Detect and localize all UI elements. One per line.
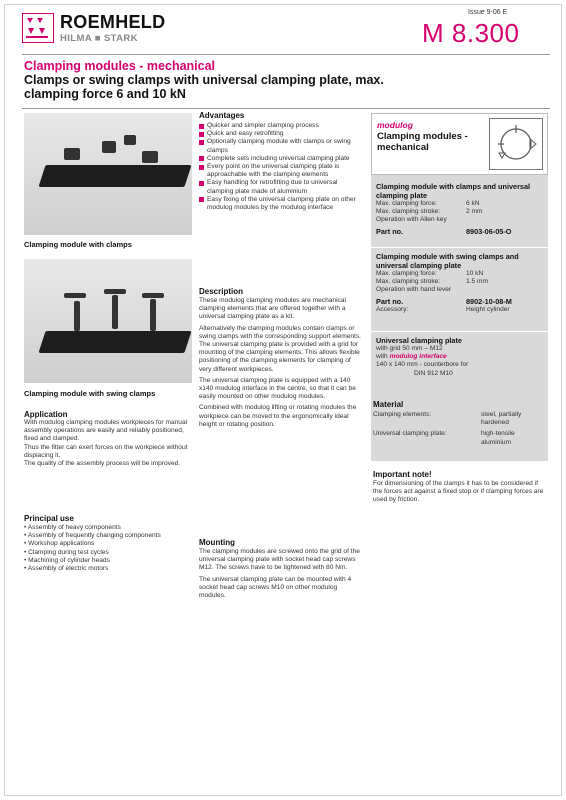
universal-plate-block [376,336,544,378]
note-heading: Important note! [373,470,432,479]
sub-brands: HILMA ■ STARK [60,33,138,44]
material-label: Clamping elements: [373,411,432,418]
description-text-1: These modulog clamping modules are mechanical clamping elements that are offered together with a universal clamping plate as a kit. [199,297,346,321]
principal-use-heading: Principal use [24,514,74,523]
photo-clamping-module-swing-clamps [24,259,192,383]
panel-title: Clamping modules - mechanical [377,131,468,153]
divider [371,247,548,248]
list-item: Easy handling for retrofitting due to universal clamping plate made of aluminium [199,179,365,195]
application-text-1: With modulog clamping modules workpieces for manual assembly operations are easily and reliably positioned, fixed and clamped. [24,419,188,443]
stroke-label: Max. clamping stroke: [376,278,441,286]
plate-screw-text: DIN 912 M10 [414,369,453,377]
important-note-section [373,470,548,505]
list-item: Easy fixing of the universal clamping plate on other modulog modules by the modulog interface [199,196,365,212]
issue-label: Issue 9-06 E [468,9,508,16]
list-item: Quicker and simpler clamping process [199,122,365,130]
part-number: 8902-10-08-M [466,296,512,306]
swing-clamps-module-block [376,252,544,314]
principal-use-section [24,514,194,573]
roemheld-logo-icon [22,13,54,43]
page-subtitle: Clamps or swing clamps with universal clamping plate, max. clamping force 6 and 10 kN [24,73,384,101]
stroke-value: 2 mm [466,208,483,216]
application-text-3: The quality of the assembly process will be improved. [24,460,181,468]
mounting-heading: Mounting [199,538,235,547]
advantages-section [199,111,365,212]
part-label: Part no. [376,296,404,306]
list-item: • Assembly of frequently changing components [24,532,194,540]
document-code: M 8.300 [422,18,520,48]
description-text-4: Combined with modulog lifting or rotating modules the workpiece can be moved to the ergonomically ideal height or rotating position. [199,404,357,428]
caption-swing-clamps: Clamping module with swing clamps [24,389,156,398]
list-item: • Assembly of heavy components [24,524,194,532]
list-item: • Assembly of electric motors [24,565,194,573]
title-divider [22,108,550,109]
block-heading: Clamping module with swing clamps and universal clamping plate [376,252,519,270]
clamps-module-block [376,182,544,236]
accessory-label: Accessory: [376,305,409,313]
list-item: Quick and easy retrofitting [199,130,365,138]
mounting-text-1: The clamping modules are screwed onto the grid of the universal clamping plate with socket head cap screws M12. The screws have to be tightened with 80 Nm. [199,548,360,572]
list-item: Complete sets including universal clamping plate [199,155,365,163]
list-item: Every point on the universal clamping plate is approachable with the clamping elements [199,163,365,179]
operation-text: Operation with hand lever [376,286,452,294]
operation-text: Operation with Allen key [376,216,447,224]
plate-grid-text: with grid 50 mm – M12 [376,345,443,352]
plate-size-text: 140 x 140 mm - counterbore for [376,361,469,369]
accessory-value: Height cylinder [466,305,510,313]
material-value: high-tensile aluminium [481,430,515,446]
mounting-text-2: The universal clamping plate can be mounted with 4 socket head cap screws M10 on other modulog modules. [199,575,352,600]
material-value: steel, partially hardened [481,411,522,427]
block-heading: Clamping module with clamps and universal clamping plate [376,182,531,200]
mounting-section [199,538,365,600]
list-item: • Clamping during test cycles [24,549,194,557]
caption-clamps: Clamping module with clamps [24,240,132,249]
panel-header [371,113,548,175]
clamping-symbol-icon [489,118,543,170]
part-number: 8903-06-05-O [466,226,512,236]
force-label: Max. clamping force: [376,270,437,277]
application-section [24,410,194,468]
list-item: • Machining of cylinder heads [24,557,194,565]
divider [371,331,548,332]
list-item: Optionally clamping module with clamps or swing clamps [199,138,365,154]
stroke-label: Max. clamping stroke: [376,208,441,216]
stroke-value: 1.5 mm [466,278,488,286]
part-label: Part no. [376,226,404,236]
photo-clamping-module-clamps [24,113,192,235]
description-text-3: The universal clamping plate is equipped with a 140 x140 modulog interface in the centre, so that it can be easily mounted on other modulog modules. [199,376,356,401]
list-item: • Workshop applications [24,540,194,548]
modulog-label: modulog [377,120,413,130]
plate-interface-prefix: with [376,353,388,361]
force-value: 10 kN [466,270,484,277]
header-divider [22,54,550,55]
block-heading: Universal clamping plate [376,336,462,345]
modulog-interface-label: modulog interface [389,353,447,361]
force-label: Max. clamping force: [376,200,437,207]
application-text-2: Thus the fitter can exert forces on the workpiece without displacing it. [24,443,188,459]
description-heading: Description [199,287,244,296]
description-text-2: Alternatively the clamping modules contain clamps or swing clamps with the corresponding support elements. The universal clamping plate is provided with a grid for mounting of the clamping elements. This allows flexible positioning of the clamping elements for clamping of very different workpieces. [199,324,361,373]
material-label: Universal clamping plate: [373,430,447,438]
material-heading: Material [373,400,404,409]
advantages-heading: Advantages [199,111,245,120]
material-section [373,400,548,447]
description-section [199,287,365,429]
brand-name: ROEMHELD [60,12,166,32]
page-title: Clamping modules - mechanical [24,59,216,73]
note-text: For dimensioning of the clamps it has to be considered if the forces act against a fixed stop or if clamping forces are used by friction. [373,480,544,504]
force-value: 6 kN [466,200,480,207]
application-heading: Application [24,410,68,419]
